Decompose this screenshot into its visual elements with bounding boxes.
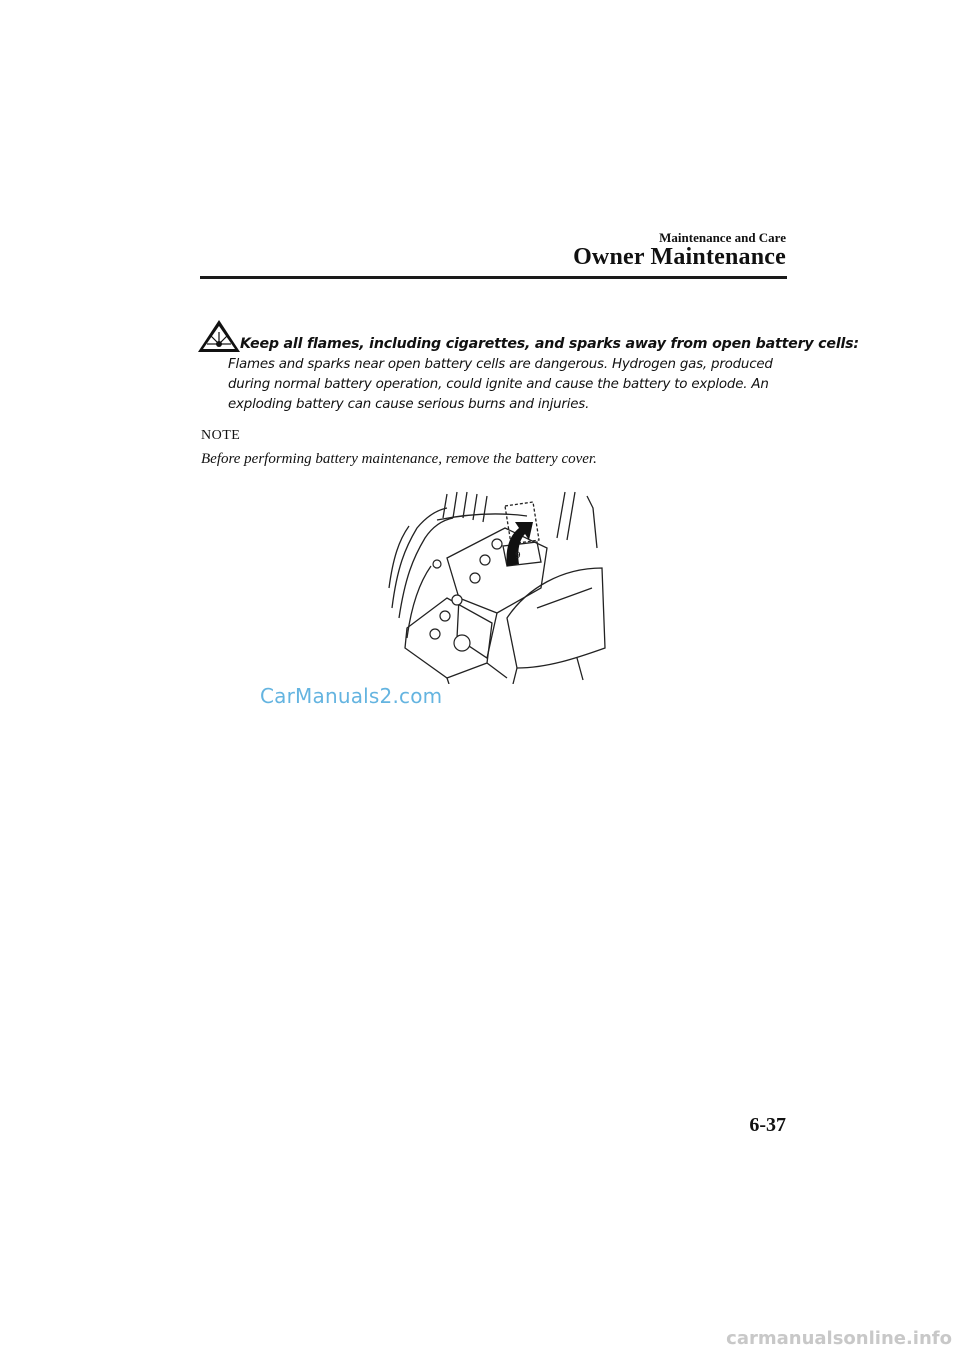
- watermark: CarManuals2.com: [260, 684, 443, 708]
- header-rule: [200, 276, 787, 279]
- section-label: Maintenance and Care: [659, 230, 786, 245]
- warning-title: Keep all flames, including cigarettes, and sparks away from open battery cells:: [240, 336, 859, 352]
- note-text: Before performing battery maintenance, remove the battery cover.: [201, 451, 597, 467]
- warning-body: Flames and sparks near open battery cells are dangerous. Hydrogen gas, produced during normal battery operation, could ignite and cause the battery to explode. An exploding battery can cause serious burns and injuries.: [228, 357, 773, 412]
- explosion-warning-icon: [197, 318, 241, 354]
- note-label: NOTE: [201, 428, 241, 443]
- page-title: Owner Maintenance: [573, 244, 786, 270]
- battery-cover-illustration: [387, 488, 607, 684]
- figure-mark: 9: [515, 551, 521, 561]
- footer-watermark: carmanualsonline.info: [726, 1328, 952, 1349]
- page-number: 6-37: [749, 1114, 786, 1136]
